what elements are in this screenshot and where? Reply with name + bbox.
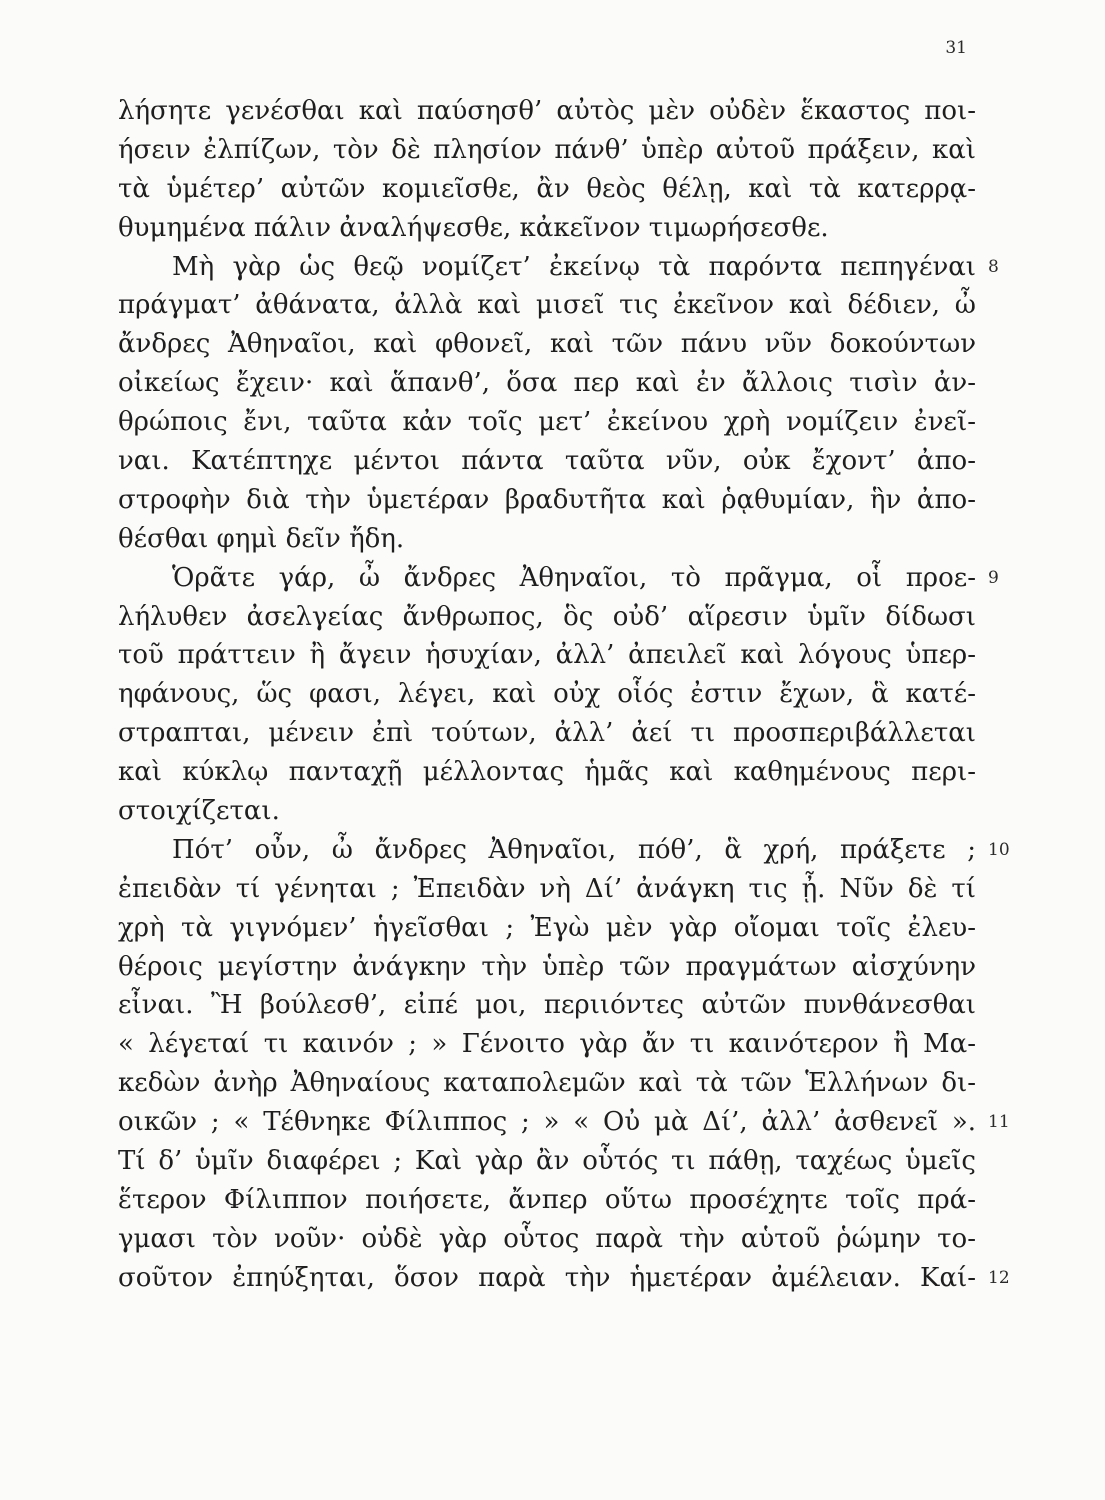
text-line [118, 1025, 976, 1064]
text-line-content: ναι. Κατέπτηχε μέντοι πάντα ταῦτα νῦν, οὐκ ἔχοντ’ ἀπο- [118, 446, 976, 477]
text-line-content: θρώποις ἔνι, ταῦτα κἀν τοῖς μετ’ ἐκείνου χρὴ νομίζειν ἐνεῖ- [118, 407, 976, 438]
text-line-content: τοῦ πράττειν ἢ ἄγειν ἡσυχίαν, ἀλλ’ ἀπειλεῖ καὶ λόγους ὑπερ- [118, 640, 976, 671]
text-line [118, 909, 976, 948]
section-number: 8 [988, 256, 999, 277]
text-line-content: « λέγεταί τι καινόν ; » Γένοιτο γὰρ ἄν τι καινότερον ἢ Μα- [118, 1029, 976, 1060]
section-number: 10 [988, 839, 1010, 860]
text-line [118, 1181, 976, 1220]
text-line-content: λήλυθεν ἀσελγείας ἄνθρωπος, ὃς οὐδ’ αἵρεσιν ὑμῖν δίδωσι [118, 601, 976, 632]
text-line-content: ἄνδρες Ἀθηναῖοι, καὶ φθονεῖ, καὶ τῶν πάνυ νῦν δοκούντων [118, 329, 976, 360]
text-line [118, 598, 976, 637]
text-line-content: ἕτερον Φίλιππον ποιήσετε, ἄνπερ οὕτω προσέχητε τοῖς πρά- [118, 1184, 976, 1215]
text-line [118, 364, 976, 403]
text-line-content: οικῶν ; « Τέθνηκε Φίλιππος ; » « Οὐ μὰ Δί’, ἀλλ’ ἀσθενεῖ ». [118, 1107, 976, 1138]
text-line-content: θέροις μεγίστην ἀνάγκην τὴν ὑπὲρ τῶν πραγμάτων αἰσχύνην [118, 951, 976, 982]
text-line [118, 481, 976, 520]
text-line-content: ήσειν ἐλπίζων, τὸν δὲ πλησίον πάνθ’ ὑπὲρ αὐτοῦ πράξειν, καὶ [118, 134, 976, 165]
text-line [118, 92, 976, 131]
section-number: 12 [988, 1267, 1010, 1288]
text-line-content: Μὴ γὰρ ὡς θεῷ νομίζετ’ ἐκείνῳ τὰ παρόντα πεπηγέναι [172, 251, 976, 282]
text-line-content: χρὴ τὰ γιγνόμεν’ ἡγεῖσθαι ; Ἐγὼ μὲν γὰρ οἴομαι τοῖς ἐλευ- [118, 912, 976, 943]
text-line [118, 636, 976, 675]
text-line-content: σοῦτον ἐπηύξηται, ὅσον παρὰ τὴν ἡμετέραν ἀμέλειαν. Καί- [118, 1262, 976, 1293]
text-line-content: τὰ ὑμέτερ’ αὐτῶν κομιεῖσθε, ἂν θεὸς θέλῃ, καὶ τὰ κατερρᾳ- [118, 173, 976, 204]
text-line [118, 248, 999, 287]
text-line-content: Ὁρᾶτε γάρ, ὦ ἄνδρες Ἀθηναῖοι, τὸ πρᾶγμα, οἷ προε- [172, 562, 976, 593]
text-line [118, 131, 976, 170]
text-line-content: Τί δ’ ὑμῖν διαφέρει ; Καὶ γὰρ ἂν οὗτός τι πάθῃ, ταχέως ὑμεῖς [118, 1146, 976, 1177]
text-line [118, 986, 976, 1025]
text-line [118, 170, 976, 209]
text-line [118, 1220, 976, 1259]
section-number: 9 [988, 567, 999, 588]
text-line [118, 1103, 1010, 1142]
text-line [118, 286, 976, 325]
text-line [118, 675, 976, 714]
text-line [118, 209, 976, 248]
text-line [118, 442, 976, 481]
text-line-content: στοιχίζεται. [118, 796, 280, 827]
body-text [118, 92, 1010, 1298]
text-line-content: ηφάνους, ὥς φασι, λέγει, καὶ οὐχ οἷός ἐστιν ἔχων, ἃ κατέ- [118, 679, 976, 710]
section-number: 11 [988, 1112, 1010, 1133]
text-line-content: γμασι τὸν νοῦν· οὐδὲ γὰρ οὗτος παρὰ τὴν αὑτοῦ ῥώμην το- [118, 1223, 976, 1254]
text-line [118, 948, 976, 987]
page-number: 31 [945, 38, 967, 58]
text-line [118, 714, 976, 753]
text-line [118, 1142, 976, 1181]
text-line [118, 520, 976, 559]
text-line-content: λήσητε γενέσθαι καὶ παύσησθ’ αὐτὸς μὲν οὐδὲν ἕκαστος ποι- [118, 96, 976, 126]
text-line [118, 1064, 976, 1103]
text-line [118, 325, 976, 364]
text-line [118, 753, 976, 792]
text-line [118, 870, 976, 909]
text-line-content: κεδὼν ἀνὴρ Ἀθηναίους καταπολεμῶν καὶ τὰ τῶν Ἑλλήνων δι- [118, 1068, 976, 1099]
text-line-content: θέσθαι φημὶ δεῖν ἤδη. [118, 523, 405, 554]
text-line [118, 792, 976, 831]
text-line [118, 1259, 1010, 1298]
text-line-content: στραπται, μένειν ἐπὶ τούτων, ἀλλ’ ἀεί τι προσπεριβάλλεται [118, 718, 976, 749]
text-line [118, 831, 1010, 870]
text-line-content: θυμημένα πάλιν ἀναλήψεσθε, κἀκεῖνον τιμωρήσεσθε. [118, 212, 829, 243]
text-line [118, 559, 999, 598]
text-line-content: Πότ’ οὖν, ὦ ἄνδρες Ἀθηναῖοι, πόθ’, ἃ χρή, πράξετε ; [172, 834, 976, 865]
text-line-content: ἐπειδὰν τί γένηται ; Ἐπειδὰν νὴ Δί’ ἀνάγκη τις ᾖ. Νῦν δὲ τί [118, 873, 976, 904]
text-line [118, 403, 976, 442]
text-line-content: οἰκείως ἔχειν· καὶ ἅπανθ’, ὅσα περ καὶ ἐν ἄλλοις τισὶν ἀν- [118, 368, 976, 399]
text-line-content: πράγματ’ ἀθάνατα, ἀλλὰ καὶ μισεῖ τις ἐκεῖνον καὶ δέδιεν, ὦ [118, 290, 976, 321]
text-line-content: εἶναι. Ἢ βούλεσθ’, εἰπέ μοι, περιιόντες αὐτῶν πυνθάνεσθαι [118, 990, 976, 1021]
text-line-content: καὶ κύκλῳ πανταχῇ μέλλοντας ἡμᾶς καὶ καθημένους περι- [118, 757, 976, 788]
text-line-content: στροφὴν διὰ τὴν ὑμετέραν βραδυτῆτα καὶ ῥᾳθυμίαν, ἣν ἀπο- [118, 484, 976, 515]
